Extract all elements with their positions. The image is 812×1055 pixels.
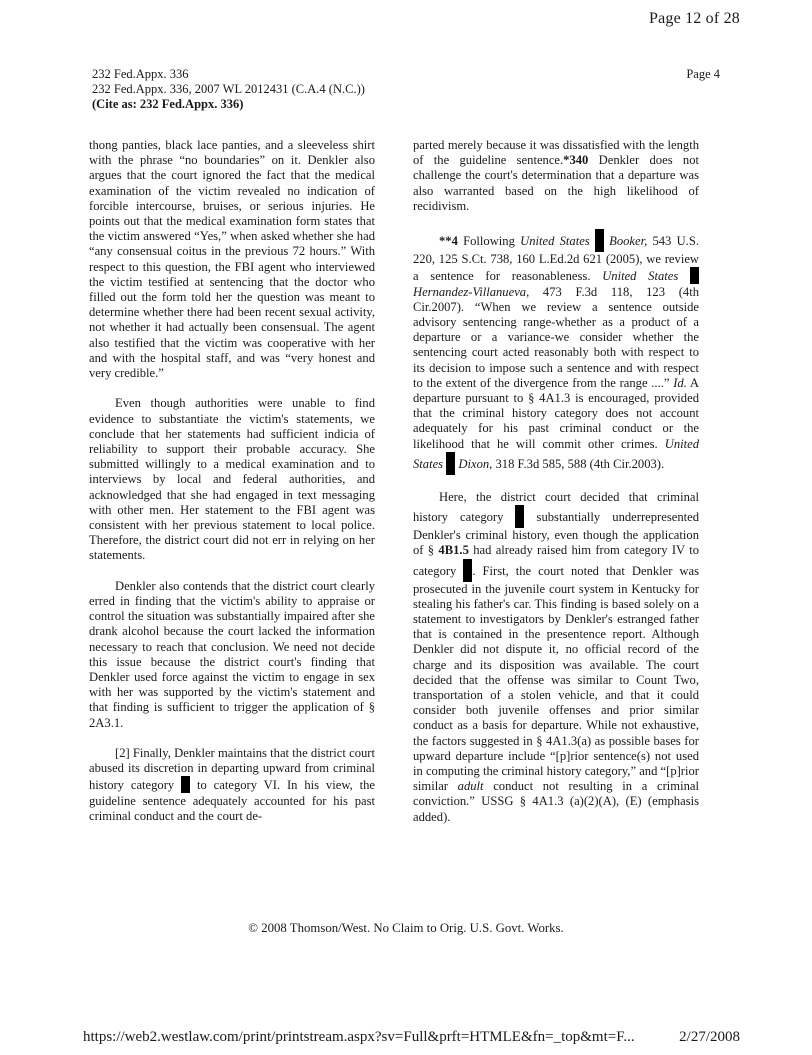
left-column <box>89 138 375 839</box>
redaction-mark <box>690 267 699 284</box>
case-name-booker-b: Booker, <box>609 234 648 249</box>
right-paragraph-3 <box>413 490 699 825</box>
right-p2-text-c: 473 F.3d 118, 123 (4th Cir.2007). “When we review a sentence outside advisory sentencing range-whether as a product of a departure or a variance-we consider whether the sentencing court acted reasonably both with respect to its decision to impose such a sentence and with respect to the extent of the divergence from the range ....” <box>413 284 699 390</box>
left-p4-text-b: to category VI. In his view, the guideline sentence adequately accounted for his past criminal conduct and the court de- <box>89 778 376 823</box>
guideline-4b1-5: 4B1.5 <box>438 543 469 558</box>
right-p3-text-e: conduct not resulting in a criminal conviction.” USSG § 4A1.3 (a)(2)(A), (E) (emphasis added). <box>413 779 699 824</box>
citation-line-1: 232 Fed.Appx. 336 <box>92 67 189 81</box>
copyright-footer: © 2008 Thomson/West. No Claim to Orig. U.S. Govt. Works. <box>248 921 564 935</box>
case-name-dixon-b: Dixon, <box>458 456 493 471</box>
right-p2-text-a: Following <box>457 234 521 249</box>
left-paragraph-3: Denkler also contends that the district court clearly erred in finding that the victim's ability to appraise or control the situation was substantially impaired after she drank alcohol because the court lacked the information necessary to reach that conclusion. We need not decide this issue because the district court's finding that Denkler used force against the victim to engage in sex with her was supported by the victim's statement and that finding is sufficient to trigger the application of § 2A3.1. <box>89 578 375 730</box>
redaction-mark <box>463 559 472 582</box>
print-date: 2/27/2008 <box>679 1029 740 1045</box>
right-column <box>413 138 699 840</box>
star-page-340: *340 <box>563 153 589 168</box>
left-paragraph-4 <box>89 746 375 824</box>
case-name-booker-a: United States <box>520 234 590 249</box>
left-p4-text-a: [2] Finally, Denkler maintains that the district court abused its discretion in departing upward from criminal history category <box>89 746 375 793</box>
redaction-mark <box>446 452 455 475</box>
right-p3-text-a: Here, the district court decided that criminal history category <box>413 490 699 525</box>
left-paragraph-2: Even though authorities were unable to find evidence to substantiate the victim's statements, we conclude that her statements had sufficient indicia of reliability to support their probable accuracy. She submitted willingly to a medical examination and to interviews by local and federal authorities, and acknowledged that she had engaged in text messaging with other men. Her statement to the FBI agent was consistent with her previous statement to local police. Therefore, the district court did not err in relying on her statements. <box>89 396 375 563</box>
case-name-hernandez-b: Hernandez-Villanueva, <box>413 284 530 299</box>
right-p3-text-d: . First, the court noted that Denkler was prosecuted in the juvenile court system in Kentucky for stealing his father's car. This finding is based solely on a statement to investigators by Denkler's estranged father that is contained in the presentence report. Although Denkler did not dispute it, no official record of the charge and its disposition was available. The court decided that the offense was similar to Count Two, transportation of a stolen vehicle, and that it could consider both juvenile offenses and prior similar conduct as a basis for departure. While not exhaustive, the factors suggested in § 4A1.3(a) as possible bases for upward departure include “[p]rior sentence(s) not used in computing the criminal history category,” and “[p]rior similar <box>413 563 699 794</box>
right-p2-text-b: 543 U.S. 220, 125 S.Ct. 738, 160 L.Ed.2d 621 (2005), we review a sentence for reasonableness. <box>413 234 699 284</box>
redaction-mark <box>181 776 190 793</box>
citation-line-2: 232 Fed.Appx. 336, 2007 WL 2012431 (C.A.4 (N.C.)) <box>92 82 365 96</box>
case-name-dixon-a: United States <box>413 436 699 471</box>
citation-header <box>92 67 365 112</box>
page-label: Page 4 <box>686 67 720 81</box>
right-p3-text-c: had already raised him from category IV to category <box>413 543 699 578</box>
right-p1-text-b: Denkler does not challenge the court's determination that a departure was also warranted based on the high likelihood of recidivism. <box>413 153 699 213</box>
citation-line-3: (Cite as: 232 Fed.Appx. 336) <box>92 97 244 111</box>
star-page-4: **4 <box>439 234 458 249</box>
right-p2-text-d: A departure pursuant to § 4A1.3 is encouraged, provided that the criminal history category does not account adequately for his past criminal conduct or the likelihood that he will commit other crimes. <box>413 375 699 451</box>
left-paragraph-1: thong panties, black lace panties, and a sleeveless shirt with the phrase “no boundaries” on it. Denkler also argues that the court ignored the fact that the medical examination of the victim revealed no indication of forcible intercourse, bruises, or serious injuries. He points out that the medical examination form states that the victim answered “Yes,” when asked whether she had “any consensual coitus in the previous 72 hours.” With respect to this question, the FBI agent who interviewed the victim testified at sentencing that the doctor who filled out the form told her the question was meant to determine whether there had been recent sexual activity, not whether it had actually been consensual. The agent also testified that the victim was cooperative with her and with the hospital staff, and was “very honest and very credible.” <box>89 138 375 381</box>
right-paragraph-1 <box>413 138 699 214</box>
right-p3-text-b: substantially underrepresented Denkler's criminal history, even though the application of § <box>413 510 699 558</box>
right-p2-text-e: 318 F.3d 585, 588 (4th Cir.2003). <box>492 456 665 471</box>
redaction-mark <box>595 229 604 252</box>
right-paragraph-2 <box>413 229 699 475</box>
print-url: https://web2.westlaw.com/print/printstream.aspx?sv=Full&prft=HTMLE&fn=_top&mt=F... <box>83 1029 635 1045</box>
id-citation: Id. <box>673 375 687 390</box>
adult-emphasis: adult <box>457 779 484 794</box>
page-count: Page 12 of 28 <box>648 10 740 27</box>
case-name-hernandez-a: United States <box>602 269 679 284</box>
right-p1-text-a: parted merely because it was dissatisfied with the length of the guideline sentence. <box>413 138 699 168</box>
